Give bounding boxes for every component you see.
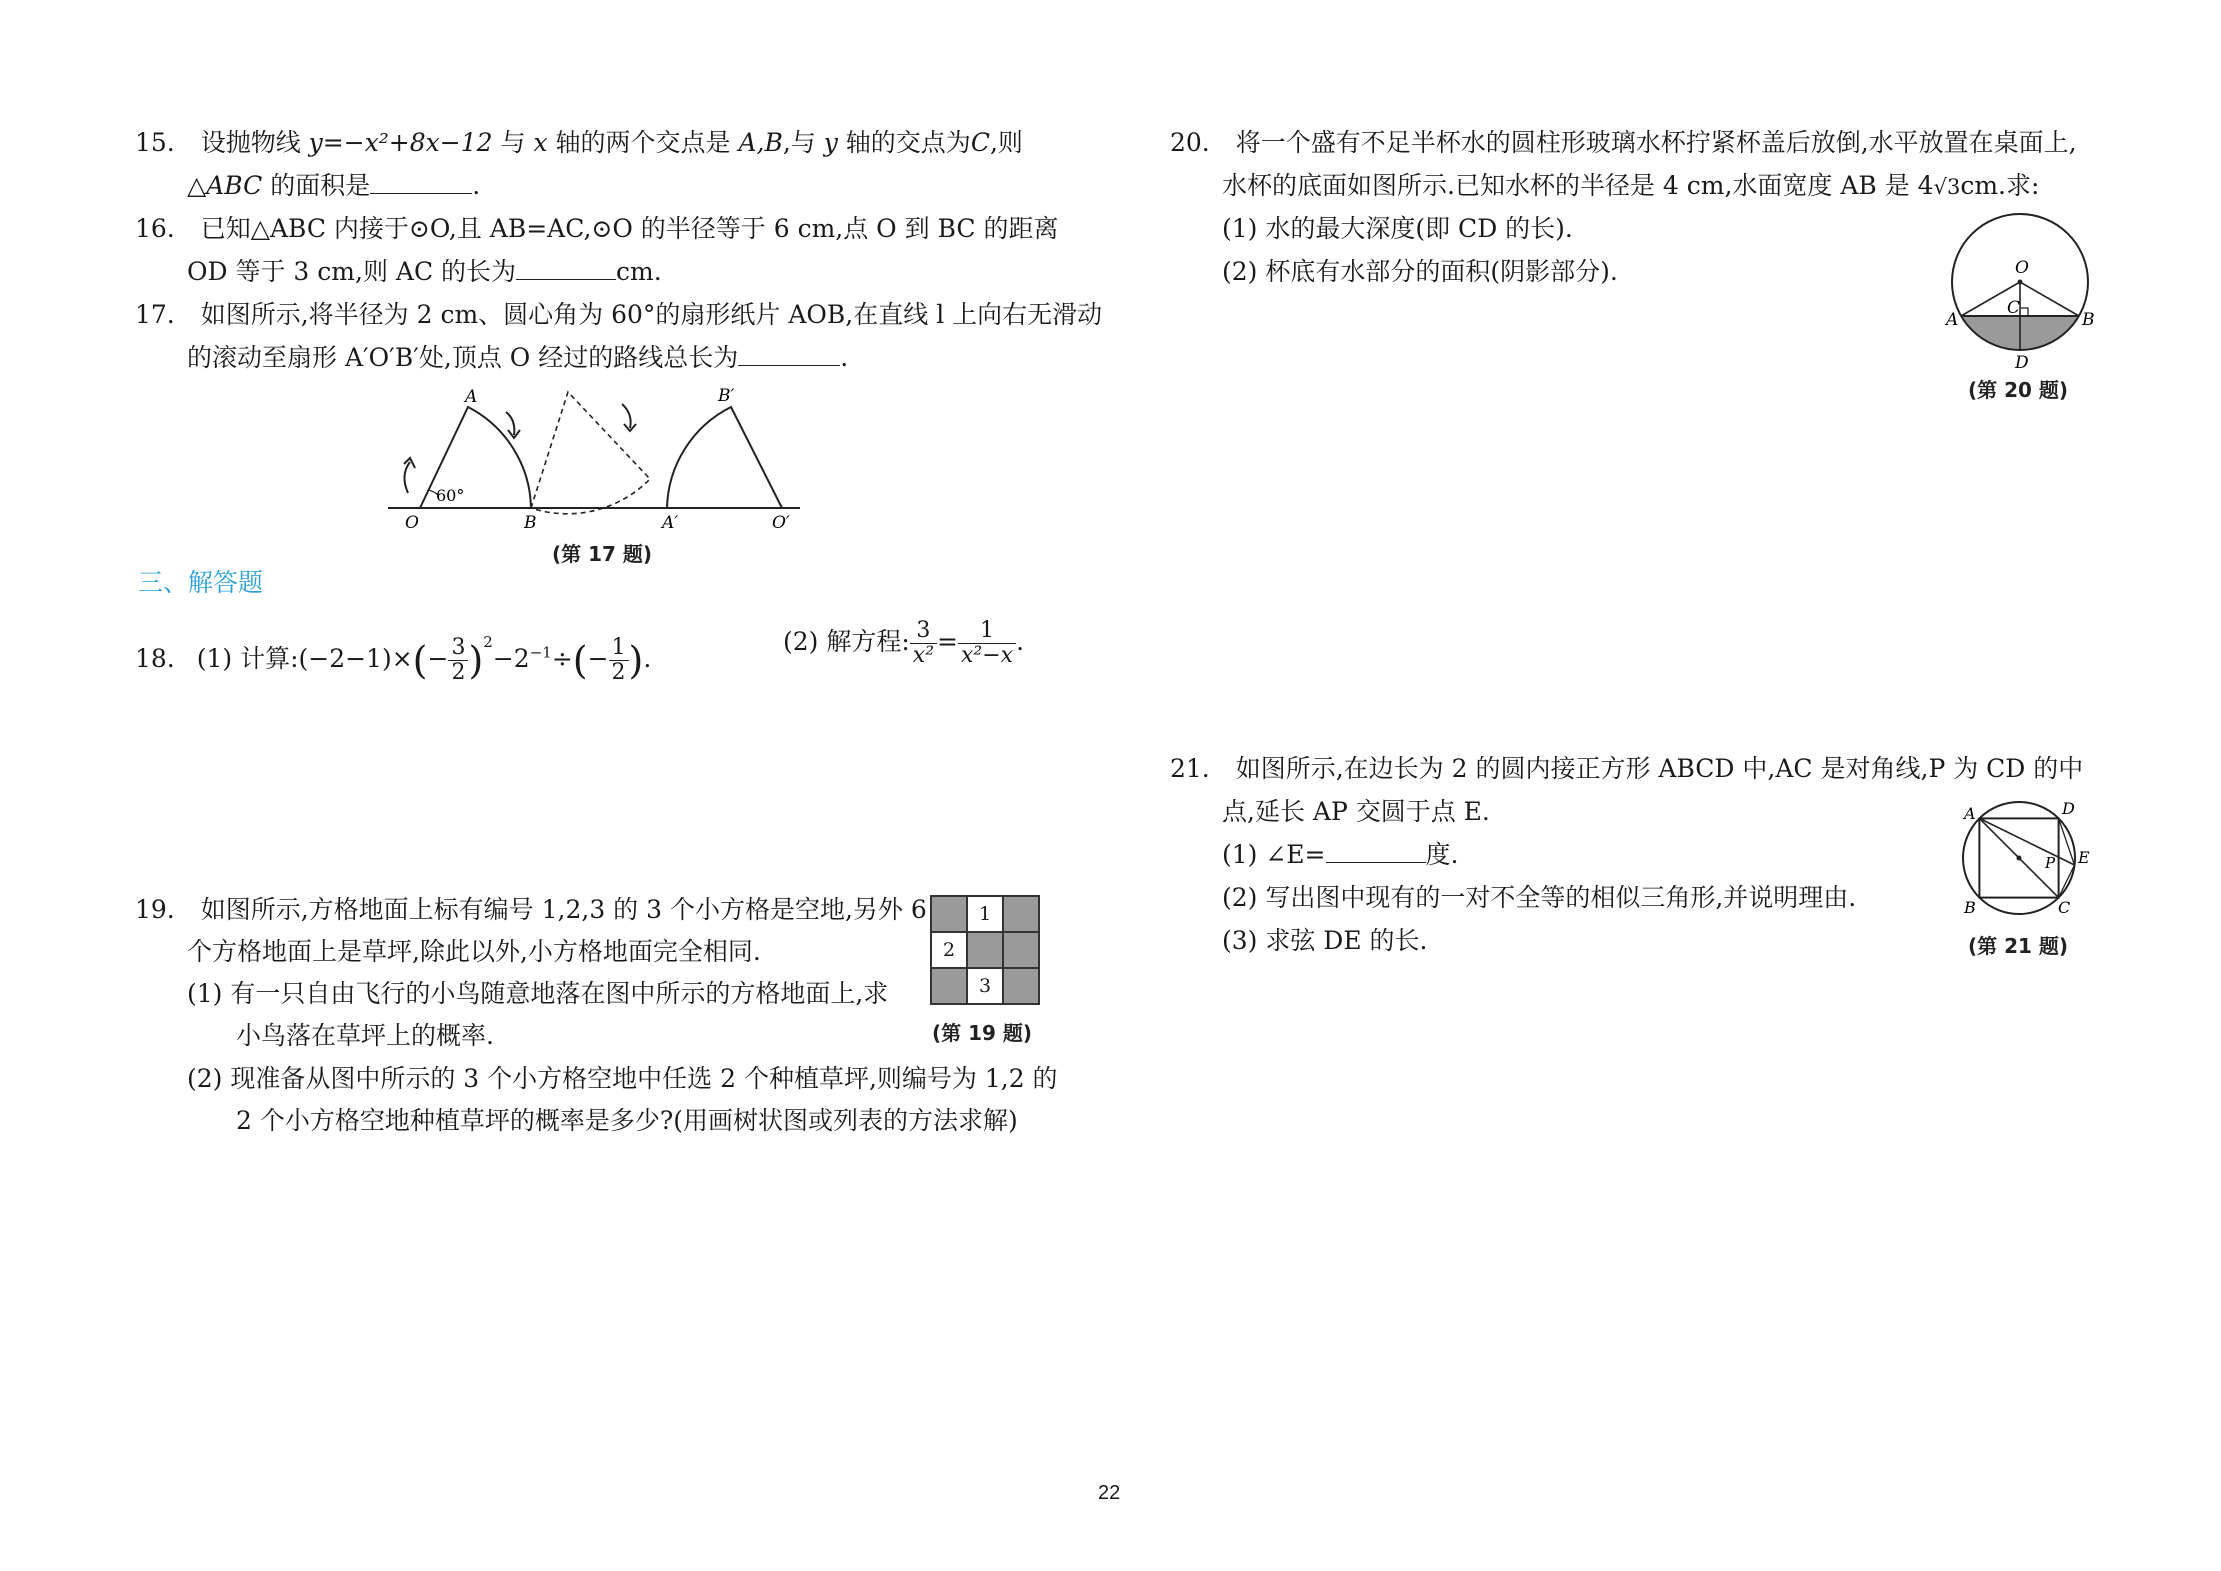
q15-text: . (472, 171, 481, 200)
q18-fraction-1-2 (609, 636, 629, 685)
fraction-numerator: 3 (448, 636, 468, 661)
q20-sqrt: √3 (1933, 175, 1961, 199)
q20-line4: (2) 杯底有水部分的面积(阴影部分). (1222, 257, 1618, 286)
q16-text: cm. (616, 257, 662, 286)
q21-line2: 点,延长 AP 交圆于点 E. (1222, 797, 1490, 826)
q19-text: 如图所示,方格地面上标有编号 1,2,3 的 3 个小方格是空地,另外 6 (200, 895, 927, 924)
grid-cell-grass (1003, 968, 1039, 1004)
q19-line1 (135, 893, 927, 927)
q18-exponent: 2 (483, 633, 493, 651)
q21-line3 (1222, 838, 1458, 872)
q15-var-x: x (533, 128, 548, 157)
q18-text: = (937, 627, 958, 656)
q21-label-e: E (2078, 848, 2090, 867)
q20-label-b: B (2082, 310, 2095, 330)
q15-text: 设抛物线 (200, 128, 309, 157)
page-number: 22 (1098, 1482, 1121, 1504)
q19-line5: (2) 现准备从图中所示的 3 个小方格空地中任选 2 个种植草坪,则编号为 1,2 的 (187, 1064, 1058, 1093)
q17-sector-a2o2b2 (667, 407, 782, 508)
q21-caption: (第 21 题) (1968, 934, 2069, 958)
q18-number: 18. (135, 644, 175, 673)
q17-label-o2: O′ (772, 513, 790, 533)
q20-radius-ob (2020, 282, 2079, 316)
q17-number: 17. (135, 300, 175, 329)
q19-grid (930, 895, 1040, 1005)
q21-line-ae (1979, 818, 2074, 865)
q18-part2 (783, 612, 1024, 672)
q21-text: (1) ∠E= (1222, 840, 1326, 869)
q21-label-b: B (1964, 898, 1976, 917)
q17-label-a2: A′ (662, 513, 679, 533)
q15-point-c: C (970, 128, 990, 157)
q18-part1: 18. (1) 计算:(−2−1)×(− $\frac{3}{2}$ )$^2-2^{-1}\div(-$ $\frac{1}{2}$ ). (135, 612, 651, 691)
q15-line1 (135, 126, 1023, 160)
q20-line2 (1222, 169, 2039, 204)
q18-fraction-3-2 (448, 636, 468, 685)
fraction-denominator: x²−x (960, 643, 1014, 668)
q20-center-dot (2018, 280, 2023, 285)
q21-chord-ce (2059, 865, 2075, 898)
fraction-numerator: 1 (609, 636, 629, 661)
q19-number: 19. (135, 895, 175, 924)
q21-line5: (3) 求弦 DE 的长. (1222, 926, 1428, 955)
q20-text: 将一个盛有不足半杯水的圆柱形玻璃水杯拧紧杯盖后放倒,水平放置在桌面上, (1235, 128, 2077, 157)
grid-cell-grass (931, 896, 967, 932)
q20-label-o: O (2015, 258, 2029, 278)
q18-text: (2) 解方程: (783, 627, 910, 656)
q18-text: . (643, 644, 652, 673)
q21-line1 (1170, 752, 2083, 786)
grid-cell-3: 3 (967, 968, 1003, 1004)
q19-line4: 小鸟落在草坪上的概率. (236, 1021, 494, 1050)
q18-text: (1) 计算:(−2−1)× (196, 644, 413, 673)
q20-line3: (1) 水的最大深度(即 CD 的长). (1222, 214, 1573, 243)
q17-label-angle: 60° (436, 486, 465, 505)
q15-text: ,则 (989, 128, 1023, 157)
q17-label-a: A (465, 387, 478, 407)
q18-paren: ( (572, 638, 588, 683)
q16-text: 已知△ABC 内接于⊙O,且 AB=AC,⊙O 的半径等于 6 cm,点 O 到 BC 的距离 (200, 214, 1059, 243)
q20-number: 20. (1170, 128, 1210, 157)
q21-label-p: P (2045, 854, 2056, 872)
fraction-numerator: 1 (958, 619, 1016, 644)
q17-line2 (187, 341, 848, 375)
q21-number: 21. (1170, 754, 1210, 783)
q16-answer-blank[interactable] (516, 257, 616, 280)
q17-label-o: O (405, 513, 419, 533)
q17-caption: (第 17 题) (552, 542, 653, 566)
q17-answer-blank[interactable] (738, 343, 840, 366)
q21-figure (1944, 800, 2104, 920)
q20-text: 水杯的底面如图所示.已知水杯的半径是 4 cm,水面宽度 AB 是 4 (1222, 171, 1934, 200)
q16-number: 16. (135, 214, 175, 243)
grid-cell-grass (1003, 932, 1039, 968)
q15-text: 轴的两个交点是 (547, 128, 739, 157)
q17-arrow-mid2 (622, 404, 631, 428)
q19-line2: 个方格地面上是草坪,除此以外,小方格地面完全相同. (187, 937, 761, 966)
q18-text: −2 (492, 644, 530, 673)
q15-line2 (187, 169, 480, 203)
q16-line1 (135, 212, 1058, 246)
section-heading: 三、解答题 (138, 568, 264, 597)
q15-points-ab: A,B (738, 128, 783, 157)
q15-triangle: ABC (206, 171, 263, 200)
q18-paren: ) (468, 638, 484, 683)
q20-caption: (第 20 题) (1968, 378, 2069, 402)
q17-label-b2: B′ (718, 386, 735, 406)
q16-text: OD 等于 3 cm,则 AC 的长为 (187, 257, 517, 286)
q18-exponent: −1 (529, 643, 552, 662)
q15-text: 轴的交点为 (837, 128, 971, 157)
q20-text: cm.求: (1960, 171, 2040, 200)
q15-text: 与 (492, 128, 534, 157)
grid-cell-grass (1003, 896, 1039, 932)
q20-line1 (1170, 126, 2077, 160)
fraction-denominator: 2 (611, 660, 626, 685)
q21-label-c: C (2058, 898, 2071, 917)
q18-paren: ) (628, 638, 644, 683)
q17-text: 如图所示,将半径为 2 cm、圆心角为 60°的扇形纸片 AOB,在直线 l 上向右无滑动 (200, 300, 1103, 329)
q21-label-d: D (2062, 800, 2075, 818)
q17-text: 的滚动至扇形 A′O′B′处,顶点 O 经过的路线总长为 (187, 343, 739, 372)
q18-text: ÷ (551, 644, 573, 673)
q20-label-c: C (2007, 298, 2021, 318)
q17-sector-dashed (531, 392, 650, 514)
fraction-denominator: x² (912, 643, 935, 668)
q18-fraction-3-x2 (910, 619, 937, 668)
q19-line6: 2 个小方格空地种植草坪的概率是多少?(用画树状图或列表的方法求解) (236, 1106, 1018, 1135)
grid-cell-1: 1 (967, 896, 1003, 932)
grid-cell-grass (931, 968, 967, 1004)
q17-text: . (840, 343, 849, 372)
fraction-denominator: 2 (451, 660, 466, 685)
q18-fraction-1-x2x (958, 619, 1016, 668)
q17-arrow-left (404, 462, 410, 493)
q15-text: △ (187, 171, 207, 200)
fraction-numerator: 3 (910, 619, 937, 644)
q21-center-dot (2017, 856, 2022, 861)
q21-label-a: A (1964, 804, 1976, 823)
q15-equation: y=−x²+8x−12 (308, 128, 493, 157)
q19-caption: (第 19 题) (932, 1021, 1033, 1045)
q19-line3: (1) 有一只自由飞行的小鸟随意地落在图中所示的方格地面上,求 (187, 979, 889, 1008)
grid-cell-grass (967, 932, 1003, 968)
q20-label-d: D (2015, 353, 2029, 372)
q15-text: 的面积是 (262, 171, 371, 200)
q15-text: ,与 (782, 128, 824, 157)
q17-line1 (135, 298, 1102, 332)
q21-text: 如图所示,在边长为 2 的圆内接正方形 ABCD 中,AC 是对角线,P 为 CD 的中 (1235, 754, 2084, 783)
q21-line4: (2) 写出图中现有的一对不全等的相似三角形,并说明理由. (1222, 883, 1857, 912)
q18-text: . (1016, 627, 1025, 656)
q16-line2 (187, 255, 662, 289)
q18-paren: ( (412, 638, 428, 683)
q17-label-b: B (524, 513, 537, 533)
q21-text: 度. (1425, 840, 1459, 869)
q20-right-angle (2020, 308, 2028, 316)
q15-var-y: y (823, 128, 838, 157)
q15-answer-blank[interactable] (370, 171, 472, 194)
q17-figure (380, 380, 820, 540)
q20-label-a: A (1946, 310, 1959, 330)
q15-number: 15. (135, 128, 175, 157)
q20-figure (1940, 212, 2100, 372)
q21-answer-blank[interactable] (1326, 840, 1426, 863)
grid-cell-2: 2 (931, 932, 967, 968)
